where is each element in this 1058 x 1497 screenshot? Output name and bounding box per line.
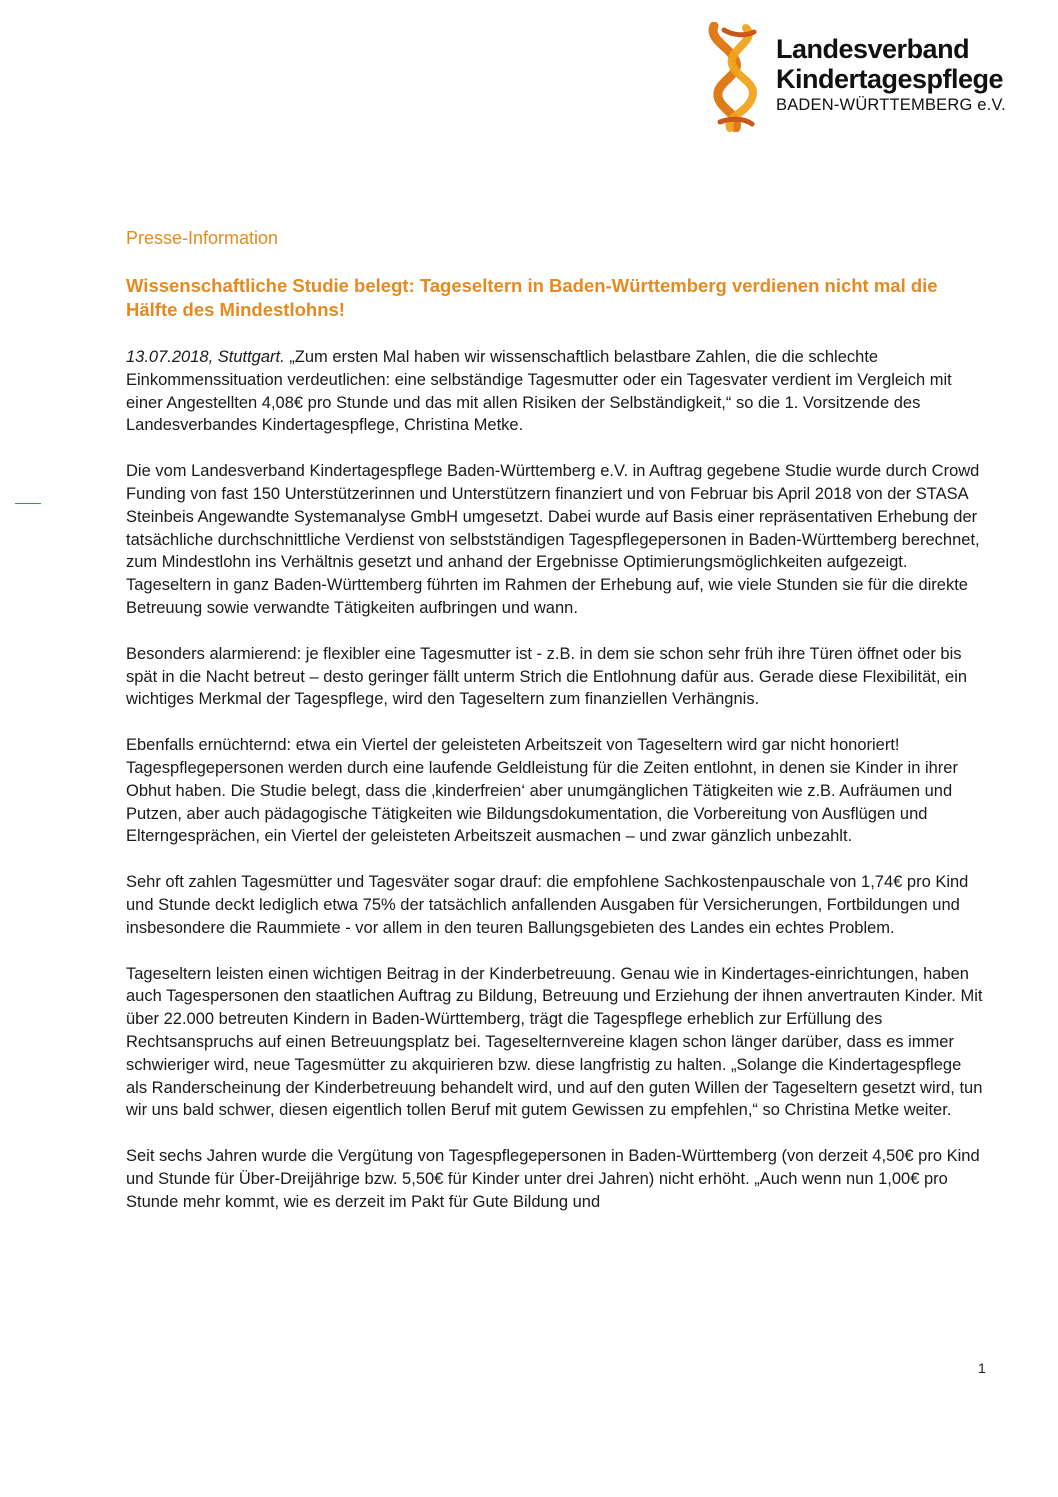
body-paragraph: Besonders alarmierend: je flexibler eine Tagesmutter ist - z.B. in dem sie schon sehr früh ihre Türen öffnet oder bis spät in die Nacht betreut – desto geringer fällt unterm Strich die Entlohnung dafür aus. Gerade diese Flexibilität, ein wichtiges Merkmal der Tagespflege, wird den Tageseltern zum finanziellen Verhängnis. (126, 644, 968, 709)
logo-wordmark (776, 34, 1006, 116)
page-number: 1 (978, 1360, 986, 1376)
document-kicker: Presse-Information (126, 228, 279, 248)
press-release-body (126, 226, 986, 1237)
body-paragraph: Sehr oft zahlen Tagesmütter und Tagesväter sogar drauf: die empfohlene Sachkostenpauschale von 1,74€ pro Kind und Stunde deckt lediglich etwa 75% der tatsächlich anfallenden Ausgaben für Versicherungen, Fortbildungen und insbesondere die Raummiete - vor allem in den teuren Ballungsgebieten des Landes ein echtes Problem. (126, 873, 969, 937)
intro-text: „Zum ersten Mal haben wir wissenschaftlich belastbare Zahlen, die die schlechte Einkommenssituation verdeutlichen: eine selbständige Tagesmutter oder ein Tagesvater verdient im Vergleich mit einer Angestellten 4,08€ pro Stunde und das mit allen Risiken der Selbständigkeit,“ so die 1. Vorsitzende des Landesverbandes Kindertagespflege, Christina Metke. (126, 348, 952, 435)
body-paragraph: Tageseltern leisten einen wichtigen Beitrag in der Kinderbetreuung. Genau wie in Kindertages-einrichtungen, haben auch Tagespersonen den staatlichen Auftrag zu Bildung, Betreuung und Erziehung der ihnen anvertrauten Kinder. Mit über 22.000 betreuten Kindern in Baden-Württemberg, trägt die Tagespflege erheblich zur Erfüllung des Rechtsanspruchs auf einen Betreuungsplatz bei. Tageselternvereine klagen schon länger darüber, dass es immer schwieriger wird, neue Tagesmütter zu akquirieren bzw. diese langfristig zu halten. „Solange die Kindertagespflege als Randerscheinung der Kinderbetreuung behandelt wird, und auf den guten Willen der Tageseltern gesetzt wird, tun wir uns bald schwer, diesen eigentlich tollen Beruf mit gutem Gewissen zu empfehlen,“ so Christina Metke weiter. (126, 964, 983, 1120)
logo-line-3: BADEN-WÜRTTEMBERG e.V. (776, 96, 1006, 114)
body-paragraph: Seit sechs Jahren wurde die Vergütung von Tagespflegepersonen in Baden-Württemberg (von derzeit 4,50€ pro Kind und Stunde für Über-Dreijährige bzw. 5,50€ für Kinder unter drei Jahren) nicht erhöht. „Auch wenn nun 1,00€ pro Stunde mehr kommt, wie es derzeit im Pakt für Gute Bildung und (126, 1147, 980, 1211)
headline: Wissenschaftliche Studie belegt: Tageseltern in Baden-Württemberg verdienen nicht mal die Hälfte des Mindestlohns! (126, 275, 938, 320)
logo-emblem-icon (706, 22, 766, 132)
body-paragraph: Ebenfalls ernüchternd: etwa ein Viertel der geleisteten Arbeitszeit von Tageseltern wird gar nicht honoriert! Tagespflegepersonen werden durch eine laufende Geldleistung für die Zeiten entlohnt, in denen sie Kinder in ihrer Obhut haben. Die Studie belegt, dass die ‚kinderfreien‘ aber unumgänglichen Tätigkeiten wie z.B. Aufräumen und Putzen, aber auch pädagogische Tätigkeiten wie Bildungsdokumentation, die Vorbereitung von Ausflügen und Elterngesprächen, ein Viertel der geleisteten Arbeitszeit ausmachen – und zwar gänzlich unbezahlt. (126, 736, 958, 846)
logo-line-1: Landesverband (776, 34, 970, 64)
intro-paragraph (126, 346, 986, 437)
body-paragraph: Die vom Landesverband Kindertagespflege Baden-Württemberg e.V. in Auftrag gegebene Studie wurde durch Crowd Funding von fast 150 Unterstützerinnen und Unterstützern finanziert und von Februar bis April 2018 von der STASA Steinbeis Angewandte Systemanalyse GmbH umgesetzt. Dabei wurde auf Basis einer repräsentativen Erhebung der tatsächliche durchschnittliche Verdienst von selbstständigen Tagespflegepersonen in Baden-Württemberg berechnet, zum Mindestlohn ins Verhältnis gesetzt und anhand der Ergebnisse Optimierungsmöglichkeiten aufgezeigt. Tageseltern in ganz Baden-Württemberg führten im Rahmen der Erhebung auf, wie viele Stunden sie für die direkte Betreuung sowie verwandte Tätigkeiten aufbringen und wann. (126, 462, 980, 617)
logo-line-2: Kindertagespflege (776, 64, 1004, 94)
dateline: 13.07.2018, Stuttgart. (126, 348, 285, 366)
organization-logo (706, 22, 1026, 132)
margin-fold-mark (15, 503, 41, 504)
